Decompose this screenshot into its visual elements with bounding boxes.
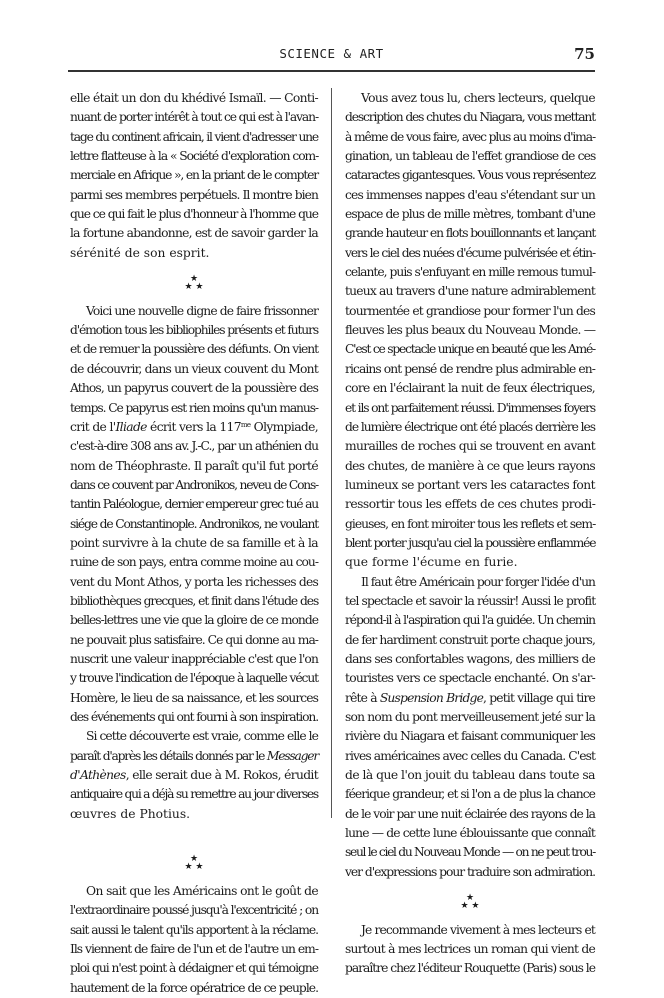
text-line: On sait que les Américains ont le goût de	[86, 884, 318, 899]
text-line: des chutes, de manière à ce que leurs rayons	[345, 458, 595, 473]
paragraph-americain-idee	[345, 573, 595, 883]
text-line: rivière du Niagara et faisant communiquer les	[345, 729, 595, 744]
text-line: gination, un tableau de l'effet grandiose de ces	[345, 149, 596, 164]
text-line: ricains ont pensé de rendre plus admirable en-	[345, 361, 595, 376]
text-line	[345, 689, 595, 708]
text-line: bibliothèques grecques, et finit dans l'étude des	[70, 593, 319, 608]
superscript: me	[240, 420, 251, 429]
text-line: et de remuer la poussière des défunts. On vient	[70, 342, 318, 357]
text-line: vers le ciel des nuées d'écume pulvérisée et étin-	[345, 245, 595, 260]
text-line: Voici une nouvelle digne de faire frissonner	[86, 303, 318, 318]
text-line: nuant de porter intérêt à tout ce qui est à l'avan-	[70, 110, 318, 125]
paragraph-roman	[345, 921, 595, 979]
asterism-separator: ★ ★ ★	[460, 893, 480, 912]
text-line: dans ce couvent par Andronikos, neveu de Cons-	[70, 477, 318, 492]
text-line: celante, puis s'enfuyant en mille remous tumul-	[345, 265, 595, 280]
text-line: c'est-à-dire 308 ans av. J.-C., par un athénien du	[70, 439, 318, 454]
text-line: que forme l'écume en furie.	[345, 555, 518, 570]
text-line: ces immenses nappes d'eau s'étendant sur un	[345, 187, 595, 202]
text-span: paraît d'après les détails donnés par le	[70, 748, 267, 763]
text-line: tel spectacle et savoir la réussir! Aussi le profit	[345, 593, 596, 608]
text-line: blent porter jusqu'au ciel la poussière enflammée	[345, 535, 596, 550]
paragraph-decouverte	[70, 727, 318, 824]
text-line: de découvrir, dans un vieux couvent du Mont	[70, 361, 318, 376]
text-line: de lumière électrique ont été placés derrière les	[345, 419, 595, 434]
text-line: belles-lettres une vie que la gloire de ce monde	[70, 613, 318, 628]
text-line: de le voir par une nuit éclairée des rayons de la	[345, 806, 595, 821]
header-rule	[68, 70, 595, 72]
text-line: vent du Mont Athos, y porta les richesses des	[70, 574, 319, 589]
text-line: ver d'expressions pour traduire son admiration.	[345, 864, 595, 879]
text-line: ne pouvait plus satisfaire. Ce qui donne au ma-	[70, 632, 318, 647]
text-line: y trouve l'indication de l'époque à laquelle vécut	[70, 671, 318, 686]
text-line: tantin Paléologue, dernier empereur grec tué au	[70, 497, 318, 512]
text-line	[70, 418, 318, 437]
text-line: merciale en Afrique », en la priant de le compter	[70, 168, 318, 183]
text-line: répond-il à l'aspiration qui l'a guidée. Un chemin	[345, 613, 595, 628]
text-span: crit de l'	[70, 419, 116, 434]
text-line: C'est ce spectacle unique en beauté que les Amé-	[345, 342, 595, 357]
text-line: tourmentée et grandiose pour former l'un des	[345, 303, 595, 318]
text-span: Olympiade,	[250, 419, 318, 434]
text-line: ruine de son pays, entra comme moine au cou-	[70, 555, 318, 570]
text-line: paraître chez l'éditeur Rouquette (Paris) sous le	[345, 961, 595, 976]
italic-title-athenes: d'Athènes	[70, 768, 126, 783]
text-line: nom de Théophraste. Il paraît qu'il fut porté	[70, 458, 318, 473]
running-title: SCIENCE & ART	[279, 46, 384, 61]
text-line: la fortune abandonne, est de savoir garder la	[70, 226, 318, 241]
text-line: hautement de la force opératrice de ce peuple.	[70, 980, 318, 995]
italic-title-messager: Messager	[266, 748, 318, 763]
text-line: point survivre à la chute de sa famille et à la	[70, 535, 318, 550]
text-line: Vous avez tous lu, chers lecteurs, quelque	[361, 91, 595, 105]
text-line: d'émotion tous les bibliophiles présents et futurs	[70, 323, 318, 338]
italic-title-iliade: Iliade	[115, 419, 147, 434]
asterism-separator: ★ ★ ★	[184, 274, 204, 293]
text-line: de fer hardiment construit porte chaque jours,	[345, 632, 595, 647]
text-line: ploi qui n'est point à dédaigner et qui témoigne	[70, 961, 318, 976]
text-line: à même de vous faire, avec plus au moins d'ima-	[345, 129, 595, 144]
text-line: fleuves les plus beaux du Nouveau Monde. —	[345, 323, 596, 338]
text-line: tage du continent africain, il vient d'adresser une	[70, 129, 318, 144]
text-line: lettre flatteuse à la « Société d'exploration com-	[70, 149, 319, 164]
text-line: Je recommande vivement à mes lecteurs et	[361, 922, 595, 937]
text-line: grande hauteur en flots bouillonnants et lançant	[345, 226, 596, 241]
paragraph-papyrus	[70, 302, 318, 728]
column-divider	[331, 88, 332, 818]
text-line	[70, 766, 318, 785]
text-line: Il faut être Américain pour forger l'idée d'un	[361, 574, 595, 589]
paragraph-khedive	[70, 89, 318, 263]
paragraph-niagara	[345, 89, 595, 573]
text-line: gieuses, en font miroiter tous les reflets et sem-	[345, 516, 596, 531]
text-span: rête à	[345, 690, 380, 705]
text-line: seul le ciel du Nouveau Monde — on ne peut trou-	[345, 845, 595, 860]
text-line: des événements qui ont fourni à son inspiration.	[70, 710, 318, 724]
text-line: siége de Constantinople. Andronikos, ne voulant	[70, 516, 318, 531]
text-span: écrit vers la 117	[146, 419, 241, 434]
text-line: et ils ont parfaitement réussi. D'immenses foyers	[345, 400, 595, 415]
asterism-separator: ★ ★ ★	[184, 854, 204, 873]
page-header	[68, 44, 595, 68]
text-line: Si cette découverte est vraie, comme elle le	[86, 729, 318, 744]
text-line: core en l'éclairant la nuit de feux électriques,	[345, 381, 595, 396]
text-span: , elle serait due à M. Rokos, érudit	[125, 768, 318, 783]
text-line: l'extraordinaire poussé jusqu'à l'excentricité ; on	[70, 903, 318, 918]
text-line: surtout à mes lectrices un roman qui vient de	[345, 942, 595, 957]
text-line: lune — de cette lune éblouissante que connaît	[345, 826, 595, 841]
text-line: temps. Ce papyrus est rien moins qu'un manus-	[70, 400, 318, 415]
text-line: description des chutes du Niagara, vous mettant	[345, 110, 595, 125]
left-column	[70, 89, 318, 998]
spacer	[70, 824, 318, 843]
text-line: espace de plus de mille mètres, tombant d'une	[345, 207, 595, 222]
text-line: nuscrit une valeur inappréciable c'est que l'on	[70, 651, 318, 666]
text-line: sait aussi le talent qu'ils apportent à la réclame.	[70, 922, 318, 937]
text-line: murailles de roches qui se trouvent en avant	[345, 439, 595, 454]
text-span: , petit village qui tire	[483, 690, 595, 705]
text-line: cataractes gigantesques. Vous vous représentez	[345, 168, 595, 183]
text-line	[70, 747, 318, 766]
page-number: 75	[574, 45, 595, 63]
text-line: rives américaines avec celles du Canada. C'est	[345, 748, 595, 763]
text-line: elle était un don du khédivé Ismaïl. — Conti-	[70, 91, 318, 105]
right-column	[345, 89, 595, 979]
text-line: œuvres de Photius.	[70, 806, 191, 821]
text-line: Ils viennent de faire de l'un et de l'autre un em-	[70, 942, 318, 957]
paragraph-americains	[70, 882, 318, 998]
text-line: Athos, un papyrus couvert de la poussière des	[70, 381, 318, 396]
italic-place-suspension-bridge: Suspension Bridge	[379, 690, 484, 705]
text-line: Homère, le lieu de sa naissance, et les sources	[70, 690, 318, 705]
text-line: son nom du pont merveilleusement jeté sur la	[345, 710, 595, 724]
text-line: tueux au travers d'une nature admirablement	[345, 284, 595, 299]
text-line: que ce qui fait le plus d'honneur à l'homme que	[70, 207, 318, 222]
text-line: antiquaire qui a déjà su remettre au jour diverses	[70, 787, 318, 802]
text-line: dans ses confortables wagons, des milliers de	[345, 651, 595, 666]
text-line: lumineux se portant vers les cataractes font	[345, 477, 595, 492]
text-line: touristes vers ce spectacle enchanté. On s'ar-	[345, 671, 595, 686]
text-line: parmi ses membres perpétuels. Il montre bien	[70, 187, 318, 202]
text-line: ressortir tous les effets de ces chutes prodi-	[345, 497, 596, 512]
text-line: sérénité de son esprit.	[70, 245, 210, 260]
text-line: féerique grandeur, et si l'on a de plus la chance	[345, 787, 595, 802]
text-line: de là que l'on jouit du tableau dans toute sa	[345, 768, 595, 783]
